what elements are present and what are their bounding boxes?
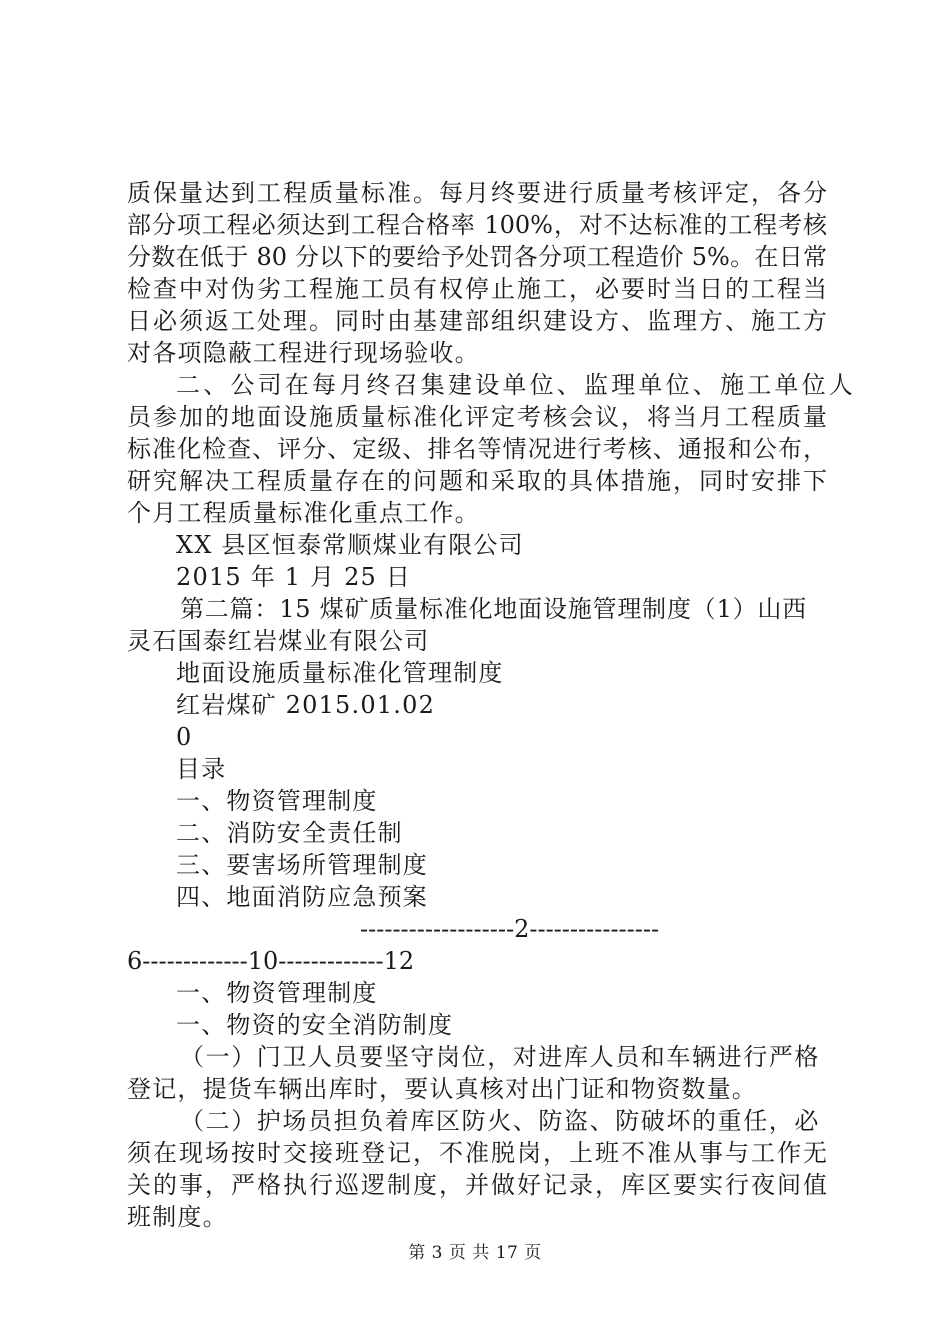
document-title: 地面设施质量标准化管理制度 [176,659,504,687]
paragraph-line: 登记，提货车辆出库时，要认真核对出门证和物资数量。 [127,1075,757,1103]
paragraph-line: 检查中对伪劣工程施工员有权停止施工，必要时当日的工程当 [127,275,827,303]
toc-page-leader: 6-------------10-------------12 [127,947,415,975]
toc-item: 三、要害场所管理制度 [176,851,428,879]
toc-heading: 目录 [176,755,227,783]
page-number-footer: 第 3 页 共 17 页 [408,1243,542,1263]
toc-page-leader: -------------------2---------------- [360,915,660,943]
toc-item: 一、物资管理制度 [176,787,378,815]
company-name: XX 县区恒泰常顺煤业有限公司 [176,531,524,559]
section-heading: 一、物资管理制度 [176,979,378,1007]
paragraph-line: 个月工程质量标准化重点工作。 [127,499,480,527]
chapter-heading-continued: 灵石国泰红岩煤业有限公司 [127,627,430,655]
paragraph-line: （二）护场员担负着库区防火、防盗、防破坏的重任，必 [180,1107,820,1135]
paragraph-line: 分数在低于 80 分以下的要给予处罚各分项工程造价 5%。在日常 [127,243,827,271]
paragraph-line: 研究解决工程质量存在的问题和采取的具体措施，同时安排下 [127,467,827,495]
paragraph-line: 班制度。 [127,1203,228,1231]
paragraph-line: 须在现场按时交接班登记，不准脱岗，上班不准从事与工作无 [127,1139,827,1167]
paragraph-line: 日必须返工处理。同时由基建部组织建设方、监理方、施工方 [127,307,827,335]
page-marker: 0 [176,723,193,751]
paragraph-line: 部分项工程必须达到工程合格率 100%，对不达标准的工程考核 [127,211,827,239]
subsection-heading: 一、物资的安全消防制度 [176,1011,454,1039]
document-subtitle: 红岩煤矿 2015.01.02 [176,691,436,719]
toc-item: 四、地面消防应急预案 [176,883,428,911]
paragraph-line: 二、公司在每月终召集建设单位、监理单位、施工单位人 [176,371,856,399]
paragraph-line: （一）门卫人员要坚守岗位，对进库人员和车辆进行严格 [180,1043,820,1071]
document-date: 2015 年 1 月 25 日 [176,563,412,591]
toc-item: 二、消防安全责任制 [176,819,403,847]
chapter-heading: 第二篇：15 煤矿质量标准化地面设施管理制度（1）山西 [180,595,808,623]
paragraph-line: 关的事，严格执行巡逻制度，并做好记录，库区要实行夜间值 [127,1171,827,1199]
paragraph-line: 质保量达到工程质量标准。每月终要进行质量考核评定，各分 [127,179,827,207]
paragraph-line: 对各项隐蔽工程进行现场验收。 [127,339,480,367]
paragraph-line: 员参加的地面设施质量标准化评定考核会议，将当月工程质量 [127,403,827,431]
paragraph-line: 标准化检查、评分、定级、排名等情况进行考核、通报和公布， [127,435,827,463]
